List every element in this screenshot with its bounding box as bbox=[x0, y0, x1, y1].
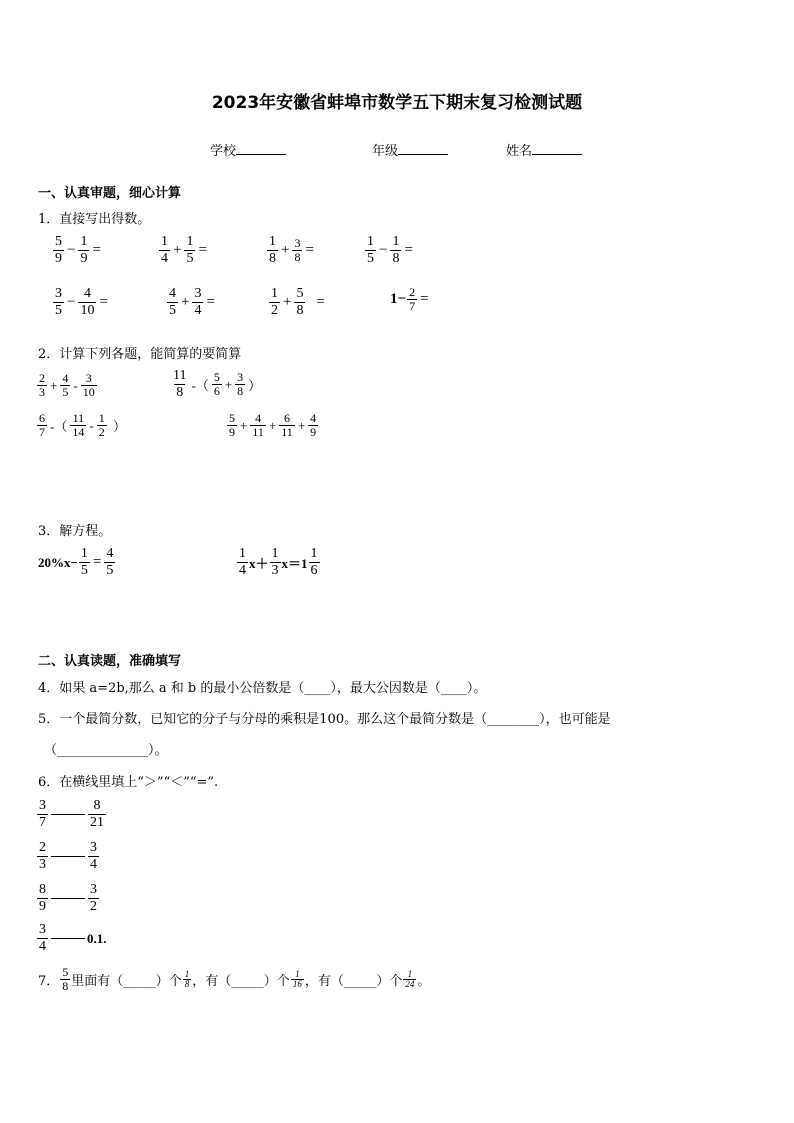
fraction: $\frac{5}{6}$ bbox=[213, 370, 220, 398]
fraction: $\frac{1}{3}$ bbox=[271, 546, 279, 578]
fraction: $\frac{6}{7}$ bbox=[39, 411, 45, 439]
q1-item-6: $\frac{4}{5}$ + $\frac{3}{4}$ = bbox=[169, 286, 215, 318]
q1-item-4: $\frac{1}{5}$ − $\frac{1}{8}$ = bbox=[367, 234, 413, 266]
fraction: $\frac{1}{9}$ bbox=[80, 234, 88, 266]
question-1-label: 1．直接写出得数。 bbox=[38, 212, 151, 227]
fraction: $\frac{5}{8}$ bbox=[62, 965, 69, 993]
question-3-label: 3．解方程。 bbox=[38, 524, 112, 539]
q6-row-1 bbox=[36, 798, 107, 831]
answer-blank[interactable] bbox=[51, 814, 85, 815]
answer-blank[interactable] bbox=[51, 898, 85, 899]
fraction: $\frac{1}{5}$ bbox=[367, 234, 374, 266]
fraction: $\frac{3}{4}$ bbox=[90, 840, 97, 872]
fraction: $\frac{8}{9}$ bbox=[39, 882, 46, 914]
q6-row-3 bbox=[36, 882, 100, 915]
question-2-label: 2．计算下列各题，能简算的要简算 bbox=[38, 347, 242, 362]
fraction: $\frac{1}{4}$ bbox=[239, 546, 246, 578]
fraction: $\frac{1}{8}$ bbox=[269, 234, 276, 266]
fraction: $\frac{4}{11}$ bbox=[252, 411, 264, 439]
fraction: $\frac{1}{2}$ bbox=[271, 286, 278, 318]
fraction: $\frac{3}{4}$ bbox=[39, 922, 46, 954]
page-title: 2023年安徽省蚌埠市数学五下期末复习检测试题 bbox=[211, 93, 583, 113]
fraction: $\frac{1}{5}$ bbox=[80, 546, 88, 578]
fraction: $\frac{1}{16}$ bbox=[292, 969, 302, 989]
fraction: $\frac{5}{8}$ bbox=[296, 286, 304, 318]
fraction: $\frac{11}{14}$ bbox=[72, 411, 85, 439]
school-field bbox=[210, 140, 286, 159]
q1-item-3: $\frac{1}{8}$ + $\frac{3}{8}$ = bbox=[269, 234, 314, 266]
grade-label: 年级 bbox=[372, 144, 399, 159]
q2-expression-4: $\frac{5}{9}$ + $\frac{4}{11}$ + $\frac{6}{11}$ + $\frac{4}{9}$ bbox=[229, 411, 317, 439]
q3-equation-1: 20%x− $\frac{1}{5}$ = $\frac{4}{5}$ bbox=[38, 546, 114, 578]
question-5-line-1: 5．一个最简分数，已知它的分子与分母的乘积是100。那么这个最简分数是（________），也可能是 bbox=[38, 712, 611, 727]
fraction: $\frac{3}{8}$ bbox=[237, 370, 244, 398]
fraction: $\frac{1}{24}$ bbox=[405, 969, 415, 989]
q1-item-5: $\frac{3}{5}$ − $\frac{4}{10}$ = bbox=[55, 286, 108, 318]
fraction: $\frac{4}{5}$ bbox=[62, 371, 69, 399]
fraction: $\frac{1}{2}$ bbox=[98, 411, 105, 439]
q1-item-7: $\frac{1}{2}$ + $\frac{5}{8}$ = bbox=[271, 286, 325, 318]
fraction: $\frac{1}{8}$ bbox=[184, 969, 190, 989]
fraction: $\frac{3}{10}$ bbox=[82, 371, 95, 399]
fraction: $\frac{4}{5}$ bbox=[106, 546, 114, 578]
fraction: $\frac{6}{11}$ bbox=[281, 411, 293, 439]
fraction: $\frac{8}{21}$ bbox=[90, 798, 104, 830]
q3-equation-2: $\frac{1}{4}$ x＋ $\frac{1}{3}$ x＝1 $\frac{1}{6}$ bbox=[239, 546, 318, 578]
fraction: $\frac{3}{8}$ bbox=[294, 236, 301, 264]
fraction: $\frac{3}{7}$ bbox=[39, 798, 46, 830]
q1-item-2: $\frac{1}{4}$ + $\frac{1}{5}$ = bbox=[161, 234, 207, 266]
school-label: 学校 bbox=[210, 144, 237, 159]
question-5-line-2: （______________）。 bbox=[44, 743, 168, 758]
school-blank[interactable] bbox=[236, 143, 286, 155]
q2-expression-3: $\frac{6}{7}$ -（ $\frac{11}{14}$ - $\frac{1}{2}$ ） bbox=[39, 411, 126, 439]
fraction: $\frac{3}{2}$ bbox=[90, 882, 97, 914]
fraction: $\frac{4}{5}$ bbox=[169, 286, 176, 318]
fraction: $\frac{2}{7}$ bbox=[409, 285, 416, 313]
fraction: $\frac{1}{8}$ bbox=[392, 234, 400, 266]
question-7: 7． $\frac{5}{8}$ 里面有（_____）个 $\frac{1}{8}$ ，有（_____）个 $\frac{1}{16}$ ，有（_____）个 $\frac{1}{24}$ 。 bbox=[38, 965, 431, 993]
fraction: $\frac{5}{9}$ bbox=[55, 234, 62, 266]
question-4: 4．如果 a=2b,那么 a 和 b 的最小公倍数是（____），最大公因数是（____）。 bbox=[38, 681, 487, 696]
fraction: $\frac{1}{4}$ bbox=[161, 234, 168, 266]
fraction: $\frac{1}{6}$ bbox=[310, 546, 318, 578]
fraction: $\frac{2}{3}$ bbox=[39, 371, 45, 399]
fraction: $\frac{3}{5}$ bbox=[55, 286, 62, 318]
q1-item-8: 1− $\frac{2}{7}$ = bbox=[390, 285, 429, 313]
q1-item-1: $\frac{5}{9}$ − $\frac{1}{9}$ = bbox=[55, 234, 101, 266]
q2-expression-1: $\frac{2}{3}$ + $\frac{4}{5}$ - $\frac{3}{10}$ bbox=[39, 371, 95, 399]
question-6-label: 6．在横线里填上“＞”“＜”“=”. bbox=[38, 775, 219, 790]
name-field bbox=[506, 140, 582, 159]
fraction: $\frac{1}{5}$ bbox=[186, 234, 194, 266]
fraction: $\frac{3}{4}$ bbox=[194, 286, 202, 318]
fraction: $\frac{5}{9}$ bbox=[229, 411, 235, 439]
fraction: $\frac{4}{10}$ bbox=[80, 286, 95, 318]
answer-blank[interactable] bbox=[51, 856, 85, 857]
grade-blank[interactable] bbox=[398, 143, 448, 155]
fraction: $\frac{11}{8}$ bbox=[173, 368, 187, 400]
q6-row-2 bbox=[36, 840, 100, 873]
fraction: $\frac{4}{9}$ bbox=[310, 411, 317, 439]
answer-blank[interactable] bbox=[51, 938, 85, 939]
q6-row-4: $\frac{3}{4}$ 0.1. bbox=[39, 922, 107, 954]
section-two-heading: 二、认真读题，准确填写 bbox=[38, 654, 182, 669]
grade-field bbox=[372, 140, 448, 159]
name-label: 姓名 bbox=[506, 144, 533, 159]
name-blank[interactable] bbox=[532, 143, 582, 155]
section-one-heading: 一、认真审题，细心计算 bbox=[38, 186, 182, 201]
fraction: $\frac{2}{3}$ bbox=[39, 840, 46, 872]
q2-expression-2: $\frac{11}{8}$ -（ $\frac{5}{6}$ + $\frac{3}{8}$ ） bbox=[173, 368, 262, 400]
